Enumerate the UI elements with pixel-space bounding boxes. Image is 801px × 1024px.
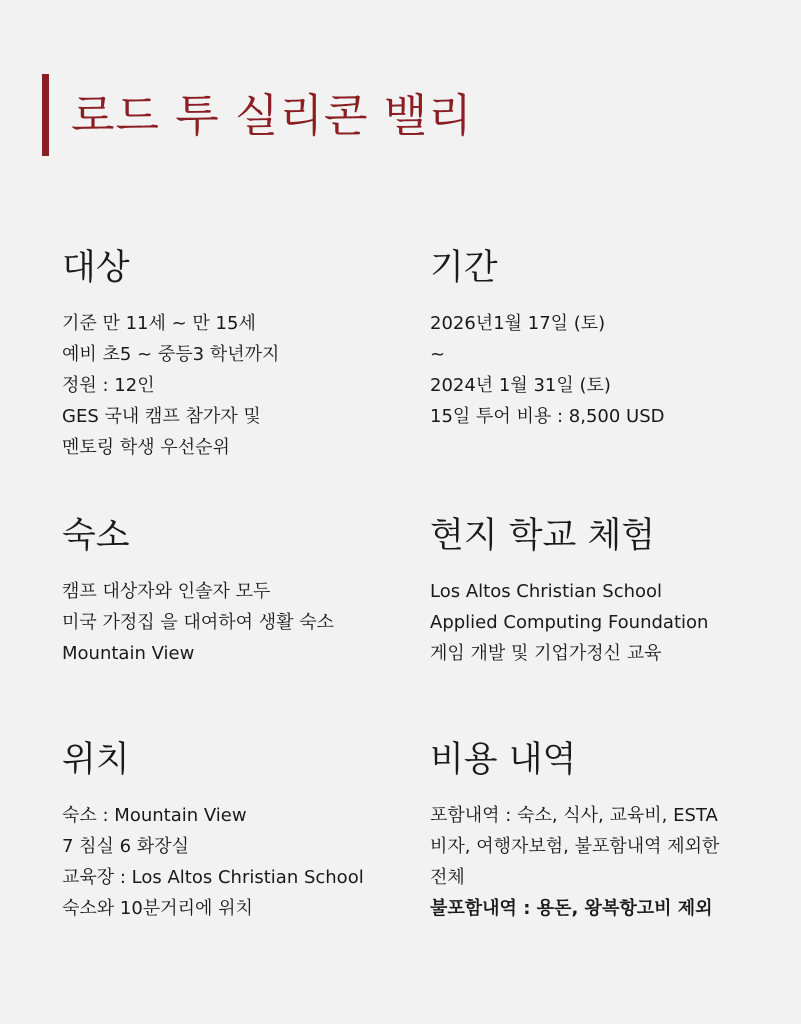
title-accent-bar — [42, 74, 49, 156]
section-line: 예비 초5 ~ 중등3 학년까지 — [62, 344, 280, 366]
section-heading: 위치 — [62, 740, 130, 780]
section-line: 미국 가정집 을 대여하여 생활 숙소 — [62, 612, 335, 634]
section-line: GES 국내 캠프 참가자 및 — [62, 406, 261, 428]
section-location — [62, 740, 402, 924]
section-line: 2024년 1월 31일 (토) — [430, 375, 611, 397]
section-line: 전체 — [430, 867, 465, 889]
section-line: 숙소 : Mountain View — [62, 805, 247, 827]
section-line: 멘토링 학생 우선순위 — [62, 437, 230, 459]
section-line: Applied Computing Foundation — [430, 612, 709, 634]
section-line: ~ — [430, 344, 446, 366]
section-line: 7 침실 6 화장실 — [62, 836, 190, 858]
section-heading: 기간 — [430, 248, 498, 288]
section-line: 정원 : 12인 — [62, 375, 155, 397]
section-line: 15일 투어 비용 : 8,500 USD — [430, 406, 665, 428]
section-heading: 숙소 — [62, 516, 130, 556]
section-line: 캠프 대상자와 인솔자 모두 — [62, 581, 271, 603]
page-header — [42, 74, 473, 156]
section-line: Los Altos Christian School — [430, 581, 663, 603]
page-title: 로드 투 실리콘 밸리 — [71, 88, 473, 142]
section-line: 숙소와 10분거리에 위치 — [62, 898, 253, 920]
section-line: 불포함내역 : 용돈, 왕복항고비 제외 — [430, 898, 713, 920]
section-line: 게임 개발 및 기업가정신 교육 — [430, 643, 662, 665]
section-line: 2026년1월 17일 (토) — [430, 313, 606, 335]
section-heading: 대상 — [62, 248, 130, 288]
section-heading: 현지 학교 체험 — [430, 516, 656, 556]
section-school-experience — [430, 516, 770, 669]
section-target — [62, 248, 402, 463]
section-heading: 비용 내역 — [430, 740, 577, 780]
section-cost — [430, 740, 770, 924]
section-line: 기준 만 11세 ~ 만 15세 — [62, 313, 256, 335]
section-period — [430, 248, 770, 432]
section-line: Mountain View — [62, 643, 195, 665]
section-line: 포함내역 : 숙소, 식사, 교육비, ESTA — [430, 805, 718, 827]
section-line: 교육장 : Los Altos Christian School — [62, 867, 364, 889]
section-line: 비자, 여행자보험, 불포함내역 제외한 — [430, 836, 720, 858]
section-lodging — [62, 516, 402, 669]
